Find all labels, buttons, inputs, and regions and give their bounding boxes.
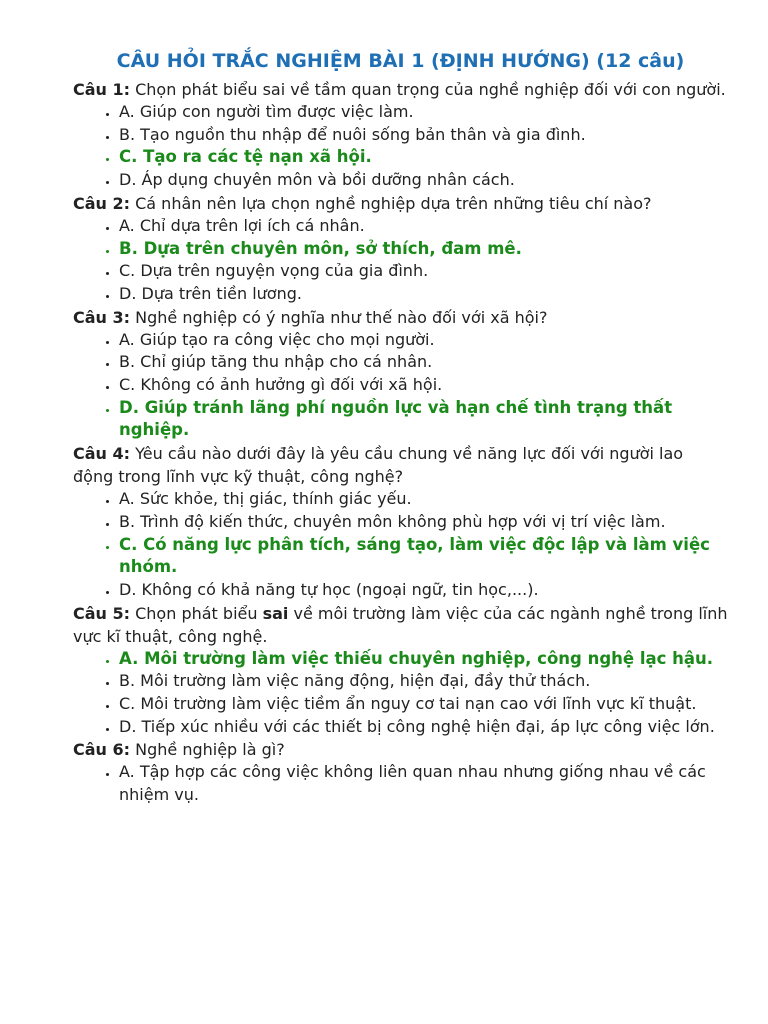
question-label: Câu 3: — [73, 307, 131, 327]
option-4c-correct: • C. Có năng lực phân tích, sáng tạo, làm việc độc lập và làm việc nhóm. — [119, 534, 728, 579]
options-list-4 — [73, 488, 728, 602]
option-5c: • C. Môi trường làm việc tiềm ẩn nguy cơ tai nạn cao với lĩnh vực kĩ thuật. — [119, 693, 728, 716]
option-1d: • D. Áp dụng chuyên môn và bồi dưỡng nhân cách. — [119, 169, 728, 192]
question-2 — [73, 192, 728, 215]
options-list-3 — [73, 329, 728, 443]
option-1b: • B. Tạo nguồn thu nhập để nuôi sống bản thân và gia đình. — [119, 124, 728, 147]
option-2b-correct: • B. Dựa trên chuyên môn, sở thích, đam mê. — [119, 238, 728, 261]
option-5d: • D. Tiếp xúc nhiều với các thiết bị công nghệ hiện đại, áp lực công việc lớn. — [119, 716, 728, 739]
question-text: Chọn phát biểu sai về tầm quan trọng của nghề nghiệp đối với con người. — [130, 80, 726, 99]
page-title: CÂU HỎI TRẮC NGHIỆM BÀI 1 (ĐỊNH HƯỚNG) (12 câu) — [116, 50, 685, 72]
option-3c: • C. Không có ảnh hưởng gì đối với xã hội. — [119, 374, 728, 397]
option-1a: • A. Giúp con người tìm được việc làm. — [119, 101, 728, 124]
question-5 — [73, 602, 728, 648]
option-1c-correct: • C. Tạo ra các tệ nạn xã hội. — [119, 146, 728, 169]
option-2a: • A. Chỉ dựa trên lợi ích cá nhân. — [119, 215, 728, 238]
option-4b: • B. Trình độ kiến thức, chuyên môn không phù hợp với vị trí việc làm. — [119, 511, 728, 534]
options-list-1 — [73, 101, 728, 192]
option-2d: • D. Dựa trên tiền lương. — [119, 283, 728, 306]
question-label: Câu 4: — [73, 444, 131, 464]
question-emphasis: sai — [262, 603, 289, 623]
option-2c: • C. Dựa trên nguyện vọng của gia đình. — [119, 260, 728, 283]
question-text: Cá nhân nên lựa chọn nghề nghiệp dựa trên những tiêu chí nào? — [130, 193, 652, 213]
options-list-6 — [73, 761, 728, 806]
question-text: Nghề nghiệp là gì? — [130, 740, 285, 760]
options-list-5 — [73, 648, 728, 739]
question-label: Câu 6: — [73, 740, 131, 760]
option-5a-correct: • A. Môi trường làm việc thiếu chuyên nghiệp, công nghệ lạc hậu. — [119, 648, 728, 671]
question-3 — [73, 306, 728, 329]
option-3d-correct: • D. Giúp tránh lãng phí nguồn lực và hạn chế tình trạng thất nghiệp. — [119, 397, 728, 442]
option-3b: • B. Chỉ giúp tăng thu nhập cho cá nhân. — [119, 351, 728, 374]
question-4 — [73, 442, 728, 488]
question-text: Yêu cầu nào dưới đây là yêu cầu chung về năng lực đối với người lao động trong lĩnh vực kỹ thuật, công nghệ? — [73, 444, 684, 487]
option-6a: • A. Tập hợp các công việc không liên quan nhau nhưng giống nhau về các nhiệm vụ. — [119, 761, 728, 806]
question-text: Nghề nghiệp có ý nghĩa như thế nào đối với xã hội? — [130, 307, 548, 327]
question-label: Câu 5: — [73, 603, 131, 623]
question-text-after: về môi trường làm việc của các ngành nghề trong lĩnh vực kĩ thuật, công nghệ. — [73, 603, 728, 646]
question-6 — [73, 738, 728, 761]
option-5b: • B. Môi trường làm việc năng động, hiện đại, đầy thử thách. — [119, 670, 728, 693]
question-label: Câu 1: — [73, 80, 131, 99]
option-3a: • A. Giúp tạo ra công việc cho mọi người. — [119, 329, 728, 352]
option-4a: • A. Sức khỏe, thị giác, thính giác yếu. — [119, 488, 728, 511]
question-label: Câu 2: — [73, 193, 131, 213]
question-text-before: Chọn phát biểu — [130, 603, 263, 623]
question-1 — [73, 78, 728, 101]
option-4d: • D. Không có khả năng tự học (ngoại ngữ, tin học,...). — [119, 579, 728, 602]
options-list-2 — [73, 215, 728, 306]
